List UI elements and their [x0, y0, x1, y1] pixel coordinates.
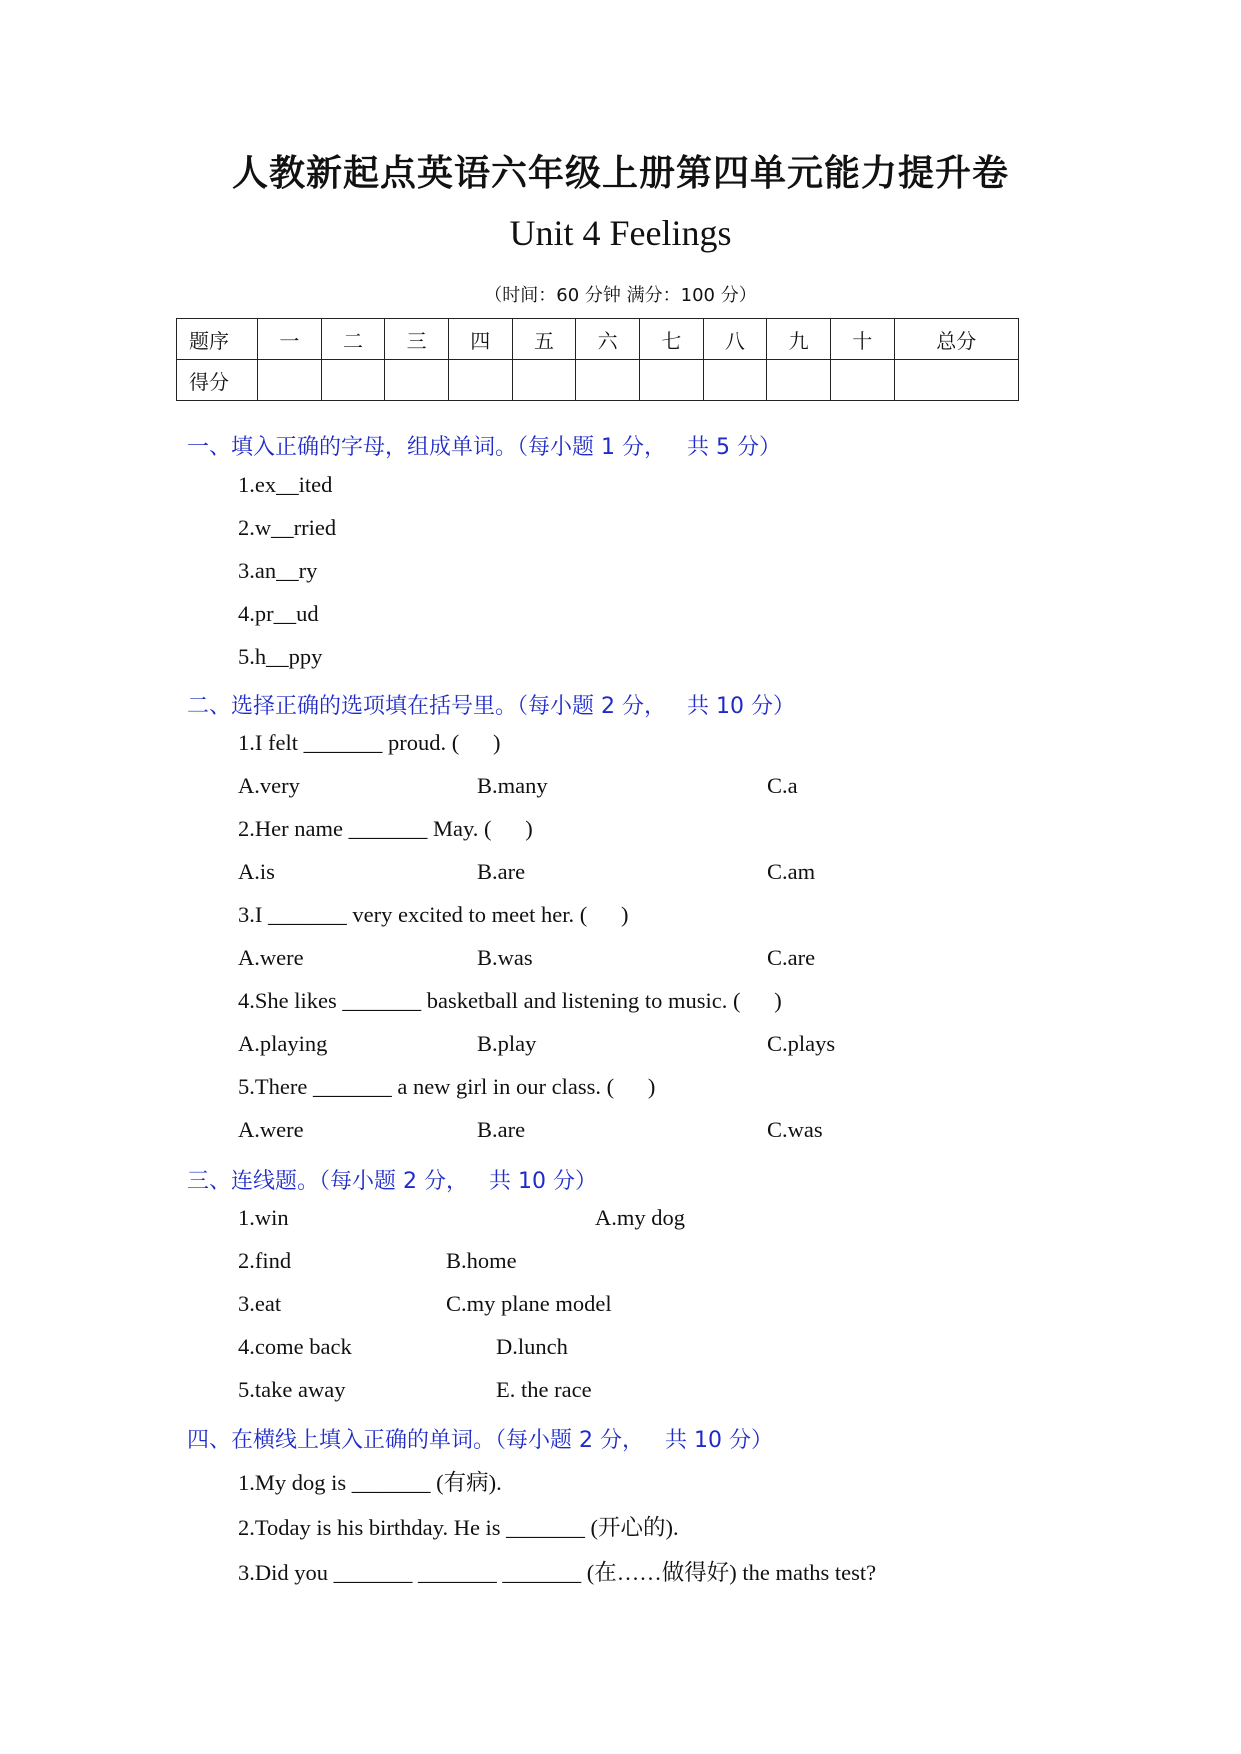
option-c: C.plays: [767, 1031, 836, 1056]
section-heading: 三、连线题。（每小题 2 分， 共 10 分）: [187, 1169, 597, 1194]
score-table-cell: 七: [639, 319, 703, 360]
score-input-cell[interactable]: [830, 360, 894, 401]
match-right-item: C.my plane model: [446, 1291, 612, 1316]
score-table-header-row: [177, 319, 1019, 360]
score-table-score-row: [177, 360, 1019, 401]
question-text: 2.Her name _______ May. ( ): [238, 816, 533, 841]
question-text: 3.I _______ very excited to meet her. ( ): [238, 902, 629, 927]
list-item: 2.w__rried: [238, 515, 337, 540]
score-table-cell: 九: [767, 319, 831, 360]
score-input-cell[interactable]: [703, 360, 767, 401]
list-item: 1.My dog is _______ (有病).: [238, 1470, 502, 1495]
list-item: 2.Today is his birthday. He is _______ (开心的).: [238, 1515, 679, 1540]
score-input-cell[interactable]: [321, 360, 385, 401]
score-input-cell[interactable]: [512, 360, 576, 401]
score-table-cell: 八: [703, 319, 767, 360]
option-b: B.play: [477, 1031, 537, 1056]
section-heading: 二、选择正确的选项填在括号里。（每小题 2 分， 共 10 分）: [187, 694, 795, 719]
option-c: C.was: [767, 1117, 823, 1142]
match-right-item: E. the race: [496, 1377, 592, 1402]
match-right-item: A.my dog: [595, 1205, 685, 1230]
question-text: 4.She likes _______ basketball and listening to music. ( ): [238, 988, 782, 1013]
score-table-cell: 一: [258, 319, 322, 360]
score-input-cell[interactable]: [385, 360, 449, 401]
match-left-item: 1.win: [238, 1205, 289, 1230]
option-b: B.are: [477, 859, 526, 884]
score-table-cell: 十: [830, 319, 894, 360]
option-c: C.am: [767, 859, 816, 884]
score-table-cell: 五: [512, 319, 576, 360]
unit-subtitle: Unit 4 Feelings: [509, 213, 732, 253]
score-input-cell[interactable]: [448, 360, 512, 401]
score-input-cell[interactable]: [576, 360, 640, 401]
score-table-cell: 总分: [894, 319, 1018, 360]
section-heading: 一、填入正确的字母，组成单词。（每小题 1 分， 共 5 分）: [187, 435, 781, 460]
match-right-item: B.home: [446, 1248, 517, 1273]
page-title: 人教新起点英语六年级上册第四单元能力提升卷: [231, 153, 1009, 194]
match-left-item: 2.find: [238, 1248, 292, 1273]
option-a: A.very: [238, 773, 300, 798]
option-c: C.are: [767, 945, 816, 970]
option-b: B.many: [477, 773, 548, 798]
question-text: 1.I felt _______ proud. ( ): [238, 730, 501, 755]
section-heading: 四、在横线上填入正确的单词。（每小题 2 分， 共 10 分）: [187, 1428, 773, 1453]
option-a: A.were: [238, 1117, 304, 1142]
match-right-item: D.lunch: [496, 1334, 568, 1359]
option-c: C.a: [767, 773, 798, 798]
score-row-label: 得分: [177, 360, 258, 401]
option-a: A.is: [238, 859, 275, 884]
time-info: （时间：60 分钟 满分：100 分）: [484, 285, 757, 306]
list-item: 1.ex__ited: [238, 472, 333, 497]
match-left-item: 5.take away: [238, 1377, 346, 1402]
option-a: A.were: [238, 945, 304, 970]
list-item: 3.an__ry: [238, 558, 318, 583]
score-input-cell[interactable]: [894, 360, 1018, 401]
option-b: B.was: [477, 945, 533, 970]
match-left-item: 3.eat: [238, 1291, 282, 1316]
score-table: [176, 318, 1019, 401]
score-table-cell: 二: [321, 319, 385, 360]
option-a: A.playing: [238, 1031, 328, 1056]
question-text: 5.There _______ a new girl in our class. ( ): [238, 1074, 656, 1099]
list-item: 4.pr__ud: [238, 601, 319, 626]
score-input-cell[interactable]: [639, 360, 703, 401]
list-item: 3.Did you _______ _______ _______ (在……做得好) the maths test?: [238, 1560, 877, 1585]
score-table-cell: 四: [448, 319, 512, 360]
list-item: 5.h__ppy: [238, 644, 323, 669]
score-table-cell: 三: [385, 319, 449, 360]
score-table-cell: 六: [576, 319, 640, 360]
score-input-cell[interactable]: [258, 360, 322, 401]
option-b: B.are: [477, 1117, 526, 1142]
score-input-cell[interactable]: [767, 360, 831, 401]
score-table-cell: 题序: [177, 319, 258, 360]
match-left-item: 4.come back: [238, 1334, 352, 1359]
